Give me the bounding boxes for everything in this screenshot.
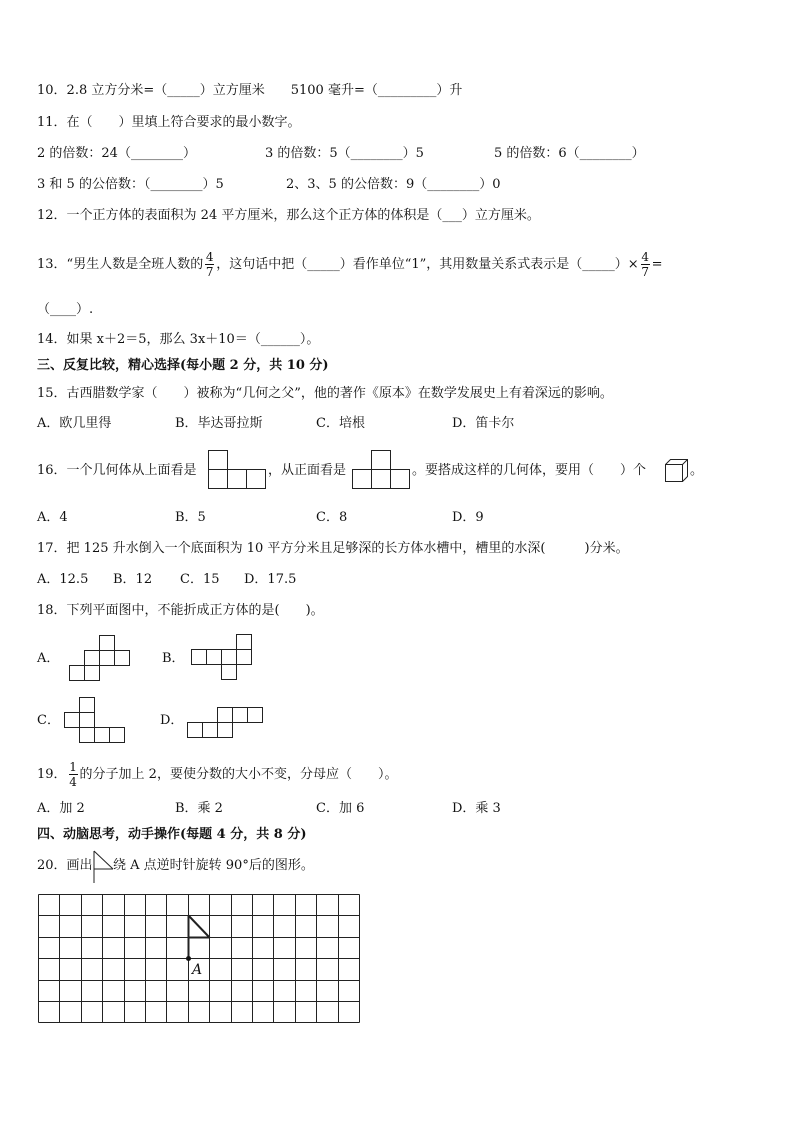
point-a	[186, 956, 191, 961]
q18-option-c: C．	[37, 713, 60, 728]
q17-option-c: C．15	[180, 572, 220, 587]
q16-option-b: B．5	[175, 510, 206, 525]
q16-option-d: D．9	[452, 510, 484, 525]
q18-option-b: B．	[162, 651, 185, 666]
q13-pre: 13．“男生人数是全班人数的	[37, 257, 204, 272]
q15-option-b: B．毕达哥拉斯	[175, 416, 263, 431]
fraction-denominator: 7	[641, 265, 649, 279]
q13-fraction-2	[641, 250, 650, 279]
q17-option-d: D．17.5	[244, 572, 297, 587]
q15-option-a: A．欧几里得	[37, 416, 112, 431]
question-11: 11．在（ ）里填上符合要求的最小数字。	[37, 115, 301, 130]
fraction-numerator: 4	[205, 250, 214, 264]
q16-option-a: A．4	[37, 510, 68, 525]
q19-option-d: D．乘 3	[452, 801, 501, 816]
q18-option-d: D．	[160, 713, 184, 728]
fraction-denominator: 7	[205, 265, 214, 279]
section-4-heading: 四、动脑思考，动手操作(每题 4 分，共 8 分)	[37, 827, 307, 842]
q20-grid	[38, 894, 362, 1026]
point-a-label: A	[192, 962, 203, 978]
q15-option-c: C．培根	[316, 416, 365, 431]
q20-pre: 20．画出	[37, 858, 93, 873]
question-17: 17．把 125 升水倒入一个底面积为 10 平方分米且足够深的长方体水槽中，槽里的水深( )分米。	[37, 541, 629, 556]
question-13-line2: （____）.	[37, 302, 94, 317]
q16-pre: 16．一个几何体从上面看是	[37, 463, 197, 478]
q17-option-a: A．12.5	[37, 572, 89, 587]
q16-end: 。	[690, 463, 704, 478]
fraction-numerator: 1	[69, 760, 77, 774]
q11-part-e: 2、3、5 的公倍数：9（________）0	[286, 177, 501, 192]
shape-diagonal-edge	[189, 916, 210, 938]
q11-part-a: 2 的倍数：24（________）	[37, 146, 196, 161]
q15-option-d: D．笛卡尔	[452, 416, 515, 431]
q19-text: 的分子加上 2，要使分数的大小不变，分母应（ ）。	[79, 767, 398, 782]
q19-option-c: C．加 6	[316, 801, 365, 816]
question-14: 14．如果 x＋2＝5，那么 3x＋10＝（______）。	[37, 332, 320, 347]
q19-fraction	[69, 760, 78, 789]
q18-option-a: A．	[37, 651, 60, 666]
q16-option-c: C．8	[316, 510, 348, 525]
q11-part-d: 3 和 5 的公倍数：（________）5	[37, 177, 224, 192]
question-12: 12．一个正方体的表面积为 24 平方厘米，那么这个正方体的体积是（___）立方厘米。	[37, 208, 540, 223]
question-18: 18．下列平面图中，不能折成正方体的是( )。	[37, 603, 324, 618]
q16-mid: ，从正面看是	[268, 463, 347, 478]
q18-net-c	[64, 697, 126, 745]
q19-option-a: A．加 2	[37, 801, 85, 816]
question-19: 19． $\frac{1}{4}$ 的分子加上 2，要使分数的大小不变，分母应（ ）。	[37, 760, 398, 789]
q11-part-b: 3 的倍数：5（________）5	[265, 146, 424, 161]
q11-part-c: 5 的倍数：6（________）	[494, 146, 645, 161]
q13-mid: ，这句话中把（_____）看作单位“1”，其用数量关系式表示是（_____）×	[216, 257, 639, 272]
q20-post: 绕 A 点逆时针旋转 90°后的图形。	[113, 858, 314, 873]
question-10: 10．2.8 立方分米=（_____）立方厘米 5100 毫升=（_________）升	[37, 83, 463, 98]
fraction-denominator: 4	[69, 775, 77, 789]
fraction-numerator: 4	[641, 250, 649, 264]
section-3-heading: 三、反复比较，精心选择(每小题 2 分，共 10 分)	[37, 358, 329, 373]
q13-fraction-1	[205, 250, 214, 279]
q16-top-view-figure	[208, 450, 266, 490]
question-13	[37, 250, 663, 279]
q17-option-b: B．12	[113, 572, 153, 587]
cube-icon	[665, 459, 689, 483]
q18-net-a	[69, 635, 131, 683]
q16-post: 。要搭成这样的几何体，要用（ ）个	[412, 463, 647, 478]
q13-end: =	[651, 257, 663, 272]
q16-front-view-figure	[352, 450, 410, 490]
q18-net-d	[187, 707, 263, 739]
q20-inline-figure	[93, 850, 115, 884]
q18-net-b	[191, 634, 253, 682]
q19-option-b: B．乘 2	[175, 801, 223, 816]
question-15: 15．古西腊数学家（ ）被称为“几何之父”，他的著作《原本》在数学发展史上有着深远的影响。	[37, 386, 613, 401]
